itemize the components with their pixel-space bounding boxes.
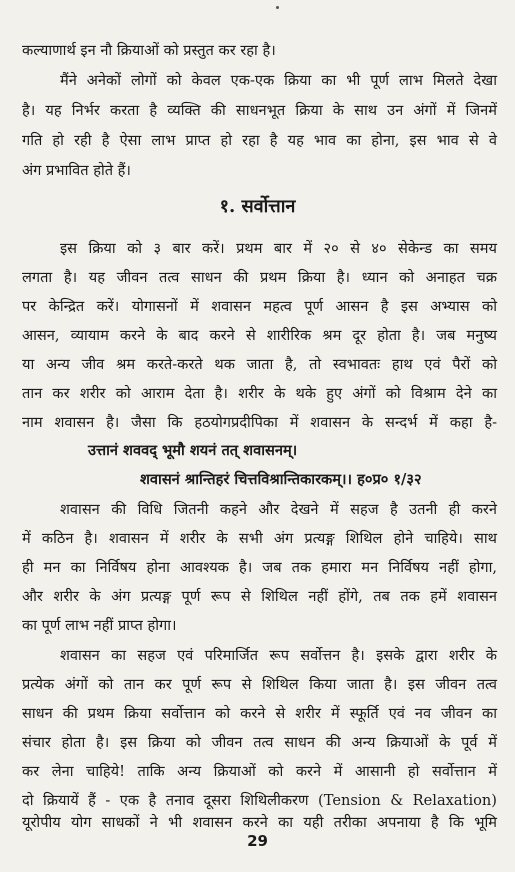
paragraph-line: या अन्य जीव श्रम करते-करते थक जाता है, तो स्वभावतः हाथ एवं पैरों को	[22, 356, 497, 373]
section-heading: १. सर्वोत्तान	[219, 196, 296, 217]
paragraph-line: आसन, व्यायाम करने के बाद करने से शारीरिक श्रम दूर होता है। जब मनुष्य	[22, 327, 497, 344]
intro-line: अंग प्रभावित होते हैं।	[22, 162, 131, 179]
page-number: 29	[247, 832, 268, 850]
paragraph-line: संचार होता है। इस क्रिया को जीवन तत्व साधन की अन्य क्रियाओं के पूर्व में	[22, 734, 497, 751]
verse-line: उत्तानं शववद् भूमौ शयनं तत् शवासनम्।	[88, 442, 298, 459]
paragraph-line: कर लेना चाहिये! ताकि अन्य क्रियाओं को करने में आसानी हो सर्वोत्तान में	[22, 763, 497, 780]
paragraph-line: तान कर शरीर को आराम देता है। शरीर के थके हुए अंगों को विश्राम देने का	[22, 385, 497, 402]
paragraph-line: में कठिन है। शवासन में शरीर के सभी अंग प्रत्यङ्ग शिथिल होने चाहिये। साथ	[22, 530, 497, 547]
paragraph-line: पर केन्द्रित करें। योगासनों में शवासन महत्व पूर्ण आसन है इस अभ्यास को	[22, 298, 497, 315]
print-speck	[276, 6, 279, 9]
paragraph-line: शवासन का सहज एवं परिमार्जित रूप सर्वोत्तन है। इसके द्वारा शरीर के	[60, 647, 497, 664]
intro-line: मैंने अनेकों लोगों को केवल एक-एक क्रिया का भी पूर्ण लाभ मिलते देखा	[60, 72, 497, 89]
intro-line: गति हो रही है ऐसा लाभ प्राप्त हो रहा है यह भाव का होना, इस भाव से वे	[22, 132, 497, 149]
paragraph-line: यूरोपीय योग साधकों ने भी शवासन करने का यही तरीका अपनाया है कि भूमि	[22, 814, 497, 831]
paragraph-line: साधन की प्रथम क्रिया सर्वोत्तान को करने से शरीर में स्फूर्ति एवं नव जीवन का	[22, 705, 497, 722]
paragraph-line: लगता है। यह जीवन तत्व साधन की प्रथम क्रिया है। ध्यान को अनाहत चक्र	[22, 269, 497, 286]
intro-line: कल्याणार्थ इन नौ क्रियाओं को प्रस्तुत कर रहा है।	[22, 42, 276, 59]
verse-line: शवासनं श्रान्तिहरं चित्तविश्रान्तिकारकम्।। ह०प्र० १/३२	[140, 471, 422, 488]
paragraph-line: प्रत्येक अंगों को तान कर पूर्ण रूप से शिथिल किया जाता है। इस जीवन तत्व	[22, 676, 497, 693]
paragraph-line: इस क्रिया को ३ बार करें। प्रथम बार में २० से ४० सेकेन्ड का समय	[60, 240, 497, 257]
intro-line: है। यह निर्भर करता है व्यक्ति की साधनभूत क्रिया के साथ उन अंगों में जिनमें	[22, 102, 497, 119]
paragraph-line: और शरीर के अंग प्रत्यङ्ग पूर्ण रूप से शिथिल नहीं होंगे, तब तक हमें शवासन	[22, 588, 497, 605]
paragraph-line: शवासन की विधि जितनी कहने और देखने में सहज है उतनी ही करने	[60, 501, 497, 518]
paragraph-line: ही मन का निर्विषय होना आवश्यक है। जब तक हमारा मन निर्विषय नहीं होगा,	[22, 559, 497, 576]
paragraph-line: दो क्रियायें हैं - एक है तनाव दूसरा शिथिलीकरण (Tension & Relaxation)	[22, 792, 497, 809]
paragraph-line: का पूर्ण लाभ नहीं प्राप्त होगा।	[22, 617, 177, 634]
paragraph-line: नाम शवासन है। जैसा कि हठयोगप्रदीपिका में शवासन के सन्दर्भ में कहा है-	[22, 414, 497, 431]
